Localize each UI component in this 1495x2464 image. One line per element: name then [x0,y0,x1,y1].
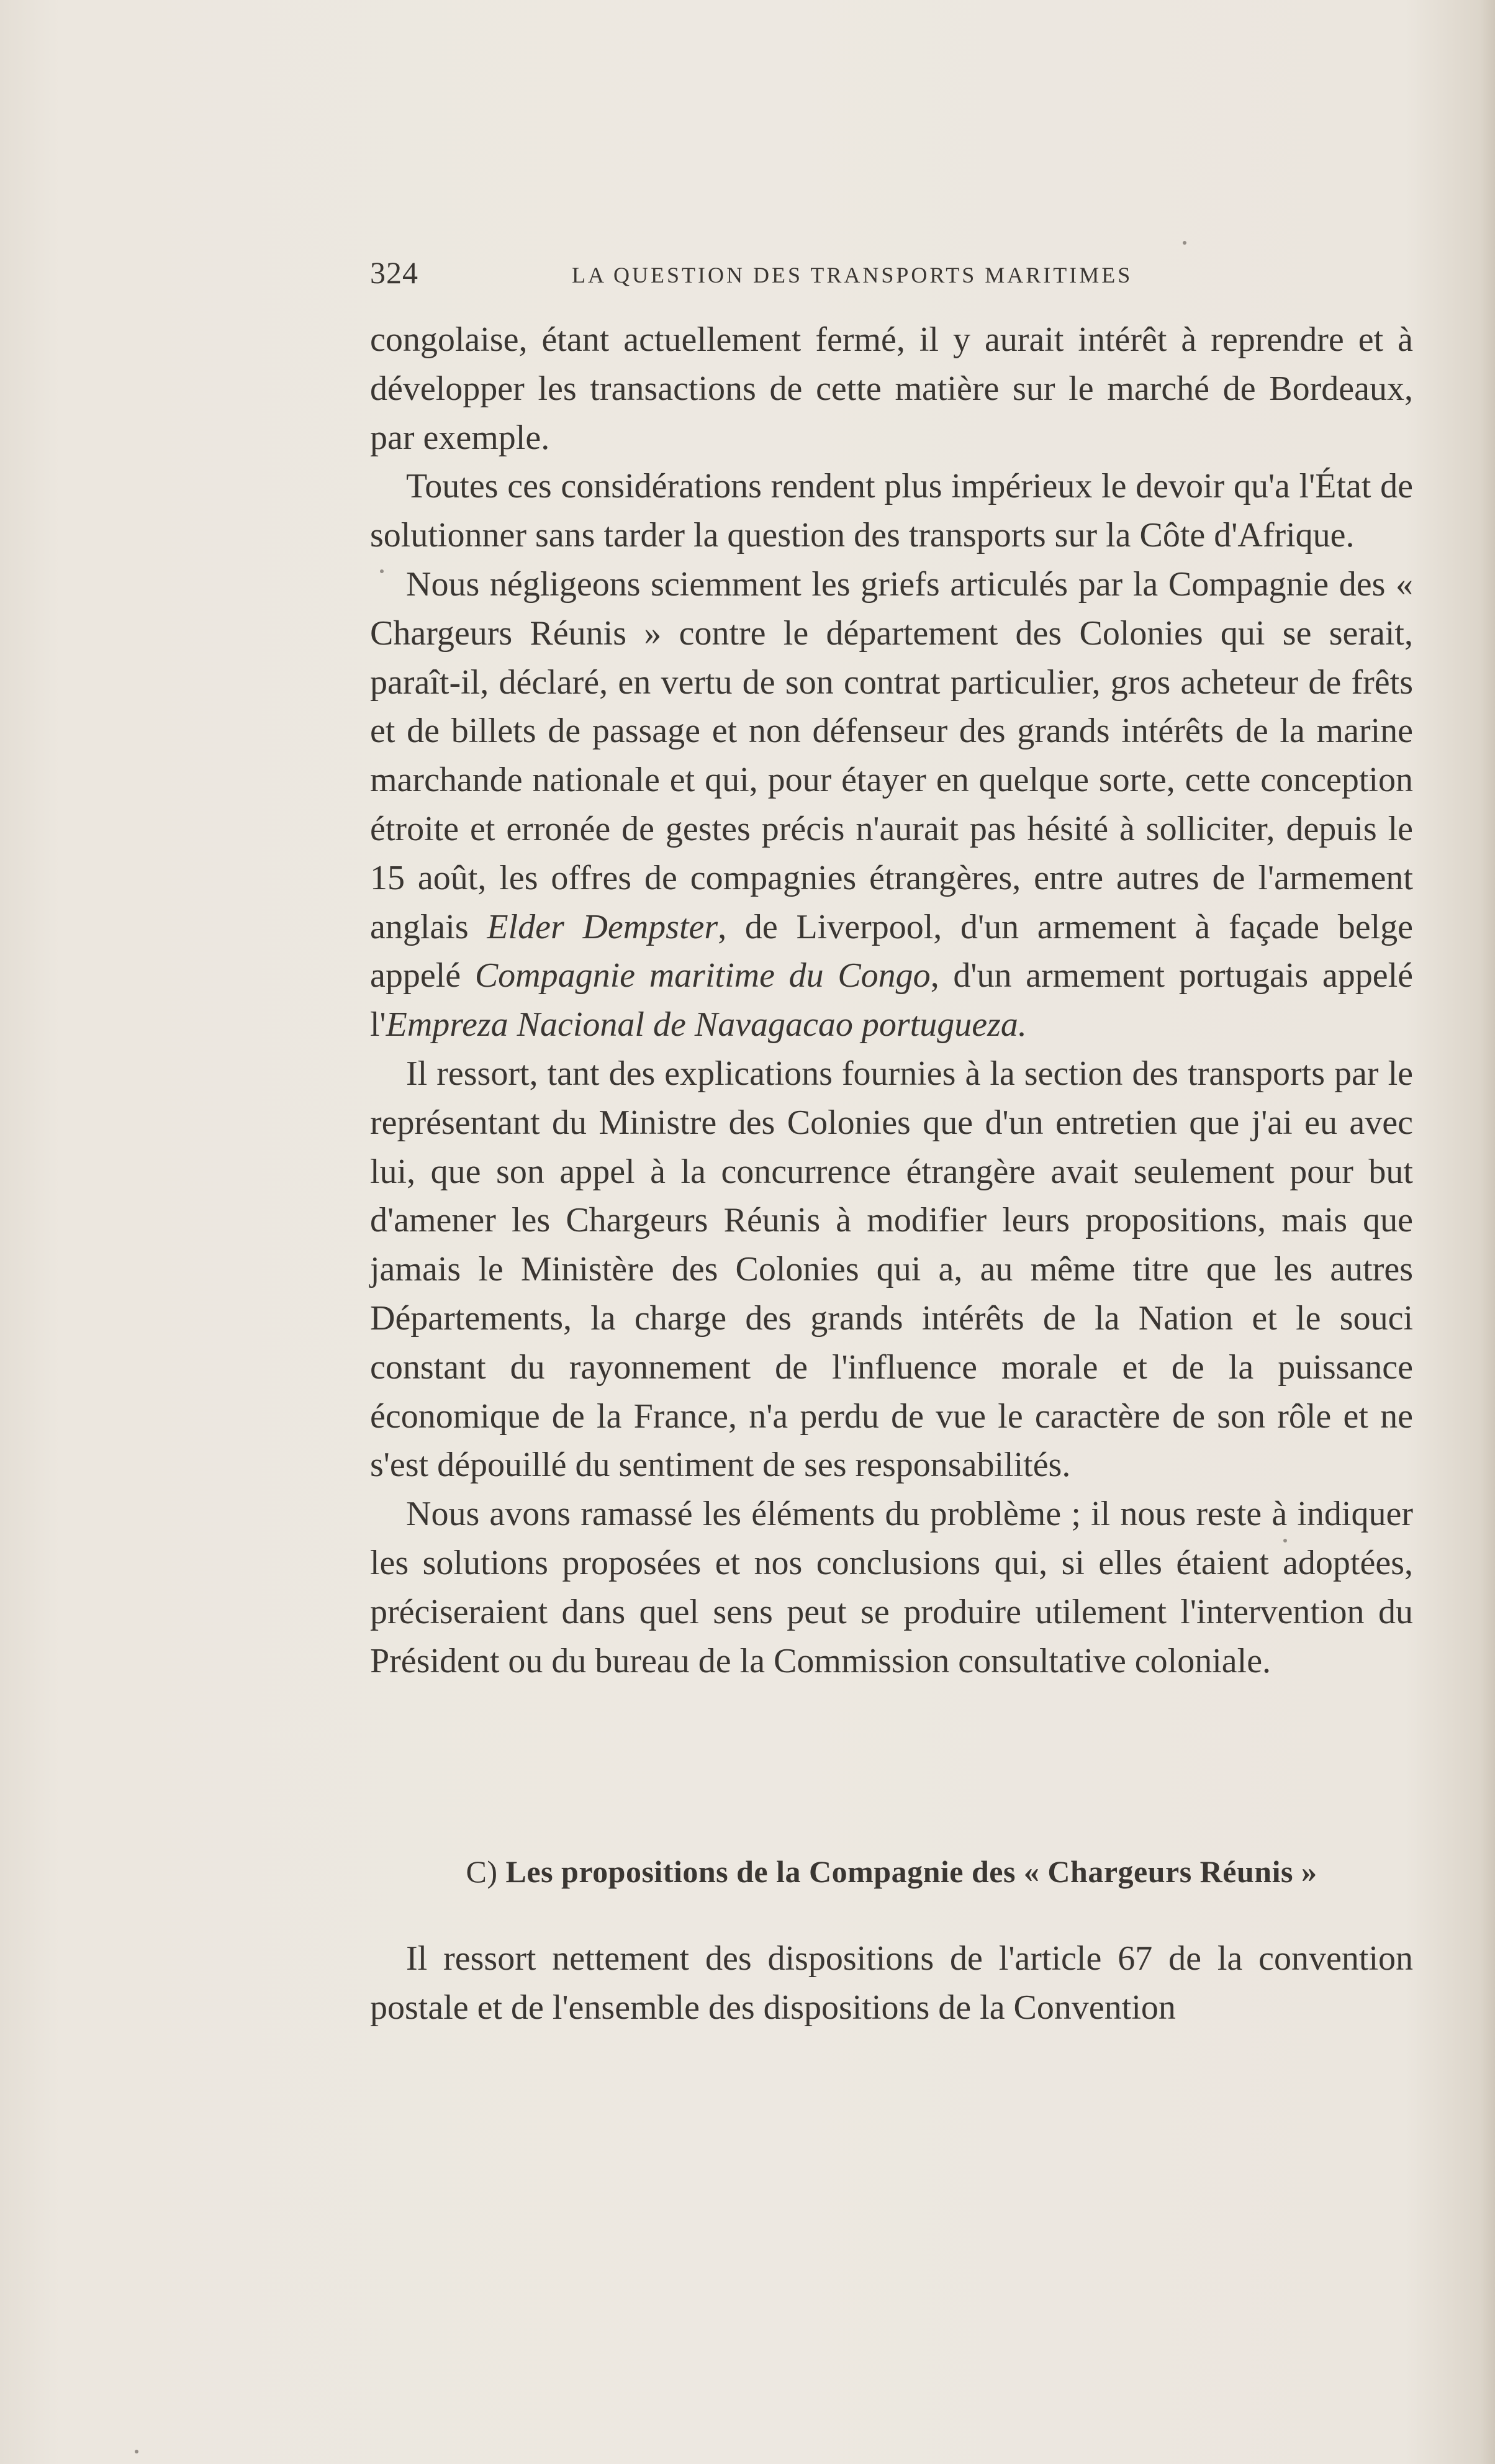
italic-text: Compagnie maritime du Congo [474,956,931,995]
paper-speck [380,569,384,573]
text-run: , de Liverpool, d'un armement à façade belge appelé [370,907,1413,995]
page-header [370,255,1404,298]
text-run: congolaise, étant actuellement fermé, il y aurait intérêt à reprendre et à développer les transactions de cette matière sur le marché de Bordeaux, par exemple. [370,320,1413,457]
paragraph [370,560,1413,1049]
section-heading [370,1854,1413,1890]
paper-speck [1183,241,1186,245]
italic-text: Elder Dempster [487,907,718,946]
paper-speck [1283,1539,1287,1542]
paragraph [370,315,1413,462]
paragraph [370,462,1413,560]
section-title: Les propositions de la Compagnie des « Chargeurs Réunis » [505,1854,1317,1889]
closing-paragraph: Il ressort nettement des dispositions de l'article 67 de la convention postale et de l'ensemble des dispositions de la Convention [370,1939,1413,2027]
text-run: Nous avons ramassé les éléments du problème ; il nous reste à indiquer les solutions proposées et nos conclusions qui, si elles étaient adoptées, préciseraient dans quel sens peut se produire utilement l'intervention du Président ou du bureau de la Commission consultative coloniale. [370,1495,1413,1680]
section-letter: C) [466,1854,498,1889]
text-run: Nous négligeons sciemment les griefs articulés par la Compagnie des « Chargeurs Réunis » contre le département des Colonies qui se serait, paraît-il, déclaré, en vertu de son contrat particulier, gros acheteur de frêts et de billets de passage et non défenseur des grands intérêts de la marine marchande nationale et qui, pour étayer en quelque sorte, cette conception étroite et erronée de gestes précis n'aurait pas hésité à solliciter, depuis le 15 août, les offres de compagnies étrangères, entre autres de l'armement anglais [370,564,1413,946]
text-run: Toutes ces considérations rendent plus impérieux le devoir qu'a l'État de solutionner sans tarder la question des transports sur la Côte d'Afrique. [370,467,1413,555]
closing-text [370,1934,1413,2032]
page-number: 324 [370,255,418,290]
paragraph [370,1049,1413,1490]
body-text [370,315,1413,1685]
italic-text: Empreza Nacional de Navagacao portugueza. [386,1005,1027,1044]
running-title: LA QUESTION DES TRANSPORTS MARITIMES [572,263,1133,288]
paragraph [370,1490,1413,1685]
paper-speck [135,2450,138,2453]
text-run: Il ressort, tant des explications fournies à la section des transports par le représentant du Ministre des Colonies que d'un entretien que j'ai eu avec lui, que son appel à la concurrence étrangère avait seulement pour but d'amener les Chargeurs Réunis à modifier leurs propositions, mais que jamais le Ministère des Colonies qui a, au même titre que les autres Départements, la charge des grands intérêts de la Nation et le souci constant du rayonnement de l'influence morale et de la puissance économique de la France, n'a perdu de vue le caractère de son rôle et ne s'est dépouillé du sentiment de ses responsabilités. [370,1054,1413,1485]
text-run: , d'un armement portugais appelé l' [370,956,1413,1044]
